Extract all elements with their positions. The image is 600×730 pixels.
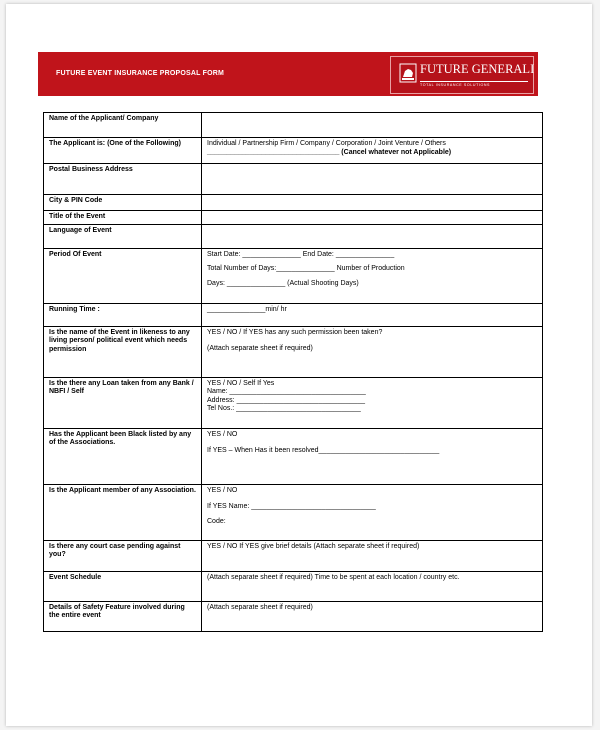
- row-applicant-name: [44, 113, 543, 138]
- row-event-schedule: [44, 571, 543, 601]
- loan-address-line: Address: _________________________________: [207, 396, 366, 404]
- row-blacklisted: [44, 428, 543, 484]
- form-header: [38, 52, 538, 96]
- row-court-case: [44, 540, 543, 571]
- association-name-line: If YES Name: ________________________________: [207, 503, 376, 510]
- association-code-line: Code:: [207, 517, 226, 525]
- label-blacklisted: Has the Applicant been Black listed by any of the Associations.: [44, 428, 202, 484]
- field-event-period[interactable]: [202, 248, 543, 303]
- row-loan: [44, 377, 543, 428]
- association-yes-no: YES / NO: [207, 486, 238, 494]
- label-postal-address: Postal Business Address: [44, 164, 202, 195]
- row-postal-address: [44, 164, 543, 195]
- likeness-attach-note: (Attach separate sheet if required): [207, 345, 313, 352]
- safety-features-line: (Attach separate sheet if required): [207, 603, 313, 611]
- field-event-likeness[interactable]: [202, 326, 543, 377]
- field-blacklisted[interactable]: [202, 428, 543, 484]
- logo-text: FUTURE GENERALI: [420, 62, 535, 76]
- loan-tel-line: Tel Nos.: ________________________________: [207, 405, 361, 412]
- field-applicant-type[interactable]: [202, 138, 543, 164]
- field-event-title[interactable]: [202, 211, 543, 225]
- blacklisted-yes-no: YES / NO: [207, 430, 238, 438]
- start-end-date-line: Start Date: _______________ End Date: _______________: [207, 250, 395, 258]
- lion-emblem-icon: [399, 63, 417, 83]
- label-event-schedule: Event Schedule: [44, 571, 202, 601]
- row-event-title: [44, 211, 543, 225]
- label-event-likeness: Is the name of the Event in likeness to any living person/ political event which needs permission: [44, 326, 202, 377]
- logo-tagline: TOTAL INSURANCE SOLUTIONS: [420, 81, 528, 87]
- likeness-question-line: YES / NO / If YES has any such permission been taken?: [207, 328, 383, 336]
- row-association: [44, 484, 543, 540]
- field-event-language[interactable]: [202, 224, 543, 248]
- field-safety-features[interactable]: [202, 601, 543, 631]
- label-event-language: Language of Event: [44, 224, 202, 248]
- event-schedule-line: (Attach separate sheet if required) Time to be spent at each location / country etc.: [207, 573, 460, 581]
- applicant-type-note: __________________________________ (Cancel whatever not Applicable): [207, 148, 452, 156]
- field-event-schedule[interactable]: [202, 571, 543, 601]
- label-applicant-name: Name of the Applicant/ Company: [44, 113, 202, 138]
- form-title: FUTURE EVENT INSURANCE PROPOSAL FORM: [56, 70, 225, 77]
- blacklisted-resolved-line: If YES – When Has it been resolved_______________________________: [207, 447, 440, 454]
- label-loan: Is the there any Loan taken from any Bank / NBFI / Self: [44, 377, 202, 428]
- loan-name-line: Name: ___________________________________: [207, 388, 366, 395]
- field-association[interactable]: [202, 484, 543, 540]
- field-court-case[interactable]: [202, 540, 543, 571]
- label-applicant-type: The Applicant is: (One of the Following): [44, 138, 202, 164]
- court-case-line: YES / NO If YES give brief details (Attach separate sheet if required): [207, 542, 420, 550]
- label-event-title: Title of the Event: [44, 211, 202, 225]
- label-event-period: Period Of Event: [44, 248, 202, 303]
- row-event-likeness: [44, 326, 543, 377]
- row-event-language: [44, 224, 543, 248]
- label-running-time: Running Time :: [44, 303, 202, 326]
- field-running-time[interactable]: [202, 303, 543, 326]
- row-safety-features: [44, 601, 543, 631]
- row-event-period: [44, 248, 543, 303]
- running-time-line: _______________min/ hr: [207, 305, 287, 313]
- label-association: Is the Applicant member of any Association.: [44, 484, 202, 540]
- row-city-pin: [44, 195, 543, 211]
- field-loan[interactable]: [202, 377, 543, 428]
- production-days-line: Days: _______________ (Actual Shooting Days): [207, 279, 359, 287]
- row-applicant-type: [44, 138, 543, 164]
- loan-yes-no-line: YES / NO / Self If Yes: [207, 379, 275, 387]
- label-safety-features: Details of Safety Feature involved during the entire event: [44, 601, 202, 631]
- total-days-line: Total Number of Days:_______________ Number of Production: [207, 265, 405, 272]
- label-city-pin: City & PIN Code: [44, 195, 202, 211]
- proposal-form-table: [43, 112, 543, 632]
- applicant-type-options: Individual / Partnership Firm / Company / Corporation / Joint Venture / Others: [207, 140, 446, 147]
- row-running-time: [44, 303, 543, 326]
- field-city-pin[interactable]: [202, 195, 543, 211]
- field-postal-address[interactable]: [202, 164, 543, 195]
- label-court-case: Is there any court case pending against you?: [44, 540, 202, 571]
- field-applicant-name[interactable]: [202, 113, 543, 138]
- company-logo: [390, 56, 534, 94]
